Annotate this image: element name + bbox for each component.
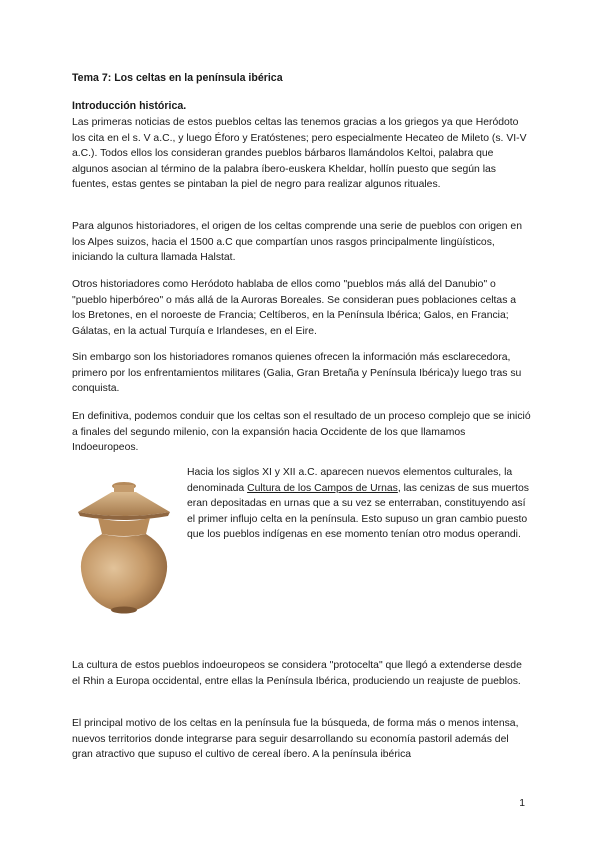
paragraph: Otros historiadores como Heródoto hablaba de ellos como "pueblos más allá del Danubio" o "pueblo hiperbóreo" o más allá de la Auroras Boreales. Se consideran pues poblaciones celtas a los Bretones, en el noroeste de Francia; Celtíberos, en la Península Ibérica; Galos, en Francia; Gálatas, en la actual Turquía e Irlandeses, en el Eire.	[72, 279, 517, 337]
side-text-start: Hacia los siglos XI y XII a.C. aparecen nuevos elementos culturales, la denominada	[187, 467, 513, 494]
paragraph: La cultura de estos pueblos indoeuropeos se considera "protocelta" que llegó a extenderse desde el Rhin a Europa occidental, entre ellas la Península Ibérica, produciendo un reajuste de pueblos.	[72, 660, 522, 687]
urn-image	[74, 478, 174, 616]
paragraph: Sin embargo son los historiadores romanos quienes ofrecen la información más esclarecedora, primero por los enfrentamientos militares (Galia, Gran Bretaña y Península Ibérica)y luego tras su conquista.	[72, 352, 522, 395]
paragraph: En definitiva, podemos conduir que los celtas son el resultado de un proceso complejo que se inició a finales del segundo milenio, con la expansión hacia Occidente de los que llamamos Indoeuropeos.	[72, 411, 531, 454]
paragraph: Las primeras noticias de estos pueblos celtas las tenemos gracias a los griegos ya que Heródoto los cita en el s. V a.C., y luego Éforo y Eratóstenes; pero especialmente Hecateo de Mileto (s. VI-V a.C.). Todos ellos los consideran grandes pueblos bárbaros llamándolos Keltoi, palabra que algunos asocian al término de la palabra íbero-euskera Kheldar, hollín puesto que según las fuentes, estas gentes se pintaban la piel de negro para realizar algunos rituales.	[72, 117, 527, 191]
section-heading: Introducción histórica.	[72, 100, 187, 112]
page-number: 1	[519, 798, 525, 809]
side-text-end: , las cenizas de sus muertos eran depositadas en urnas que a su vez se enterraban, constituyendo así el primer influjo celta en la península. Esto supuso un gran cambio puesto que los pueblos indígenas en ese momento tenían otro modus operandi.	[187, 482, 529, 541]
document-title: Tema 7: Los celtas en la península ibérica	[72, 72, 283, 84]
campos-de-urnas-link[interactable]: Cultura de los Campos de Urnas	[247, 482, 398, 494]
paragraph: Para algunos historiadores, el origen de los celtas comprende una serie de pueblos con origen en los Alpes suizos, hacia el 1500 a.C que compartían unos rasgos principalmente lingüísticos, iniciando la cultura llamada Halstat.	[72, 221, 522, 264]
paragraph: El principal motivo de los celtas en la península fue la búsqueda, de forma más o menos intensa, nuevos territorios donde integrarse para seguir desarrollando su economía pastoril además del gran atractivo que supuso el cultivo de cereal íbero. A la península ibérica	[72, 718, 519, 761]
side-paragraph	[187, 465, 532, 543]
